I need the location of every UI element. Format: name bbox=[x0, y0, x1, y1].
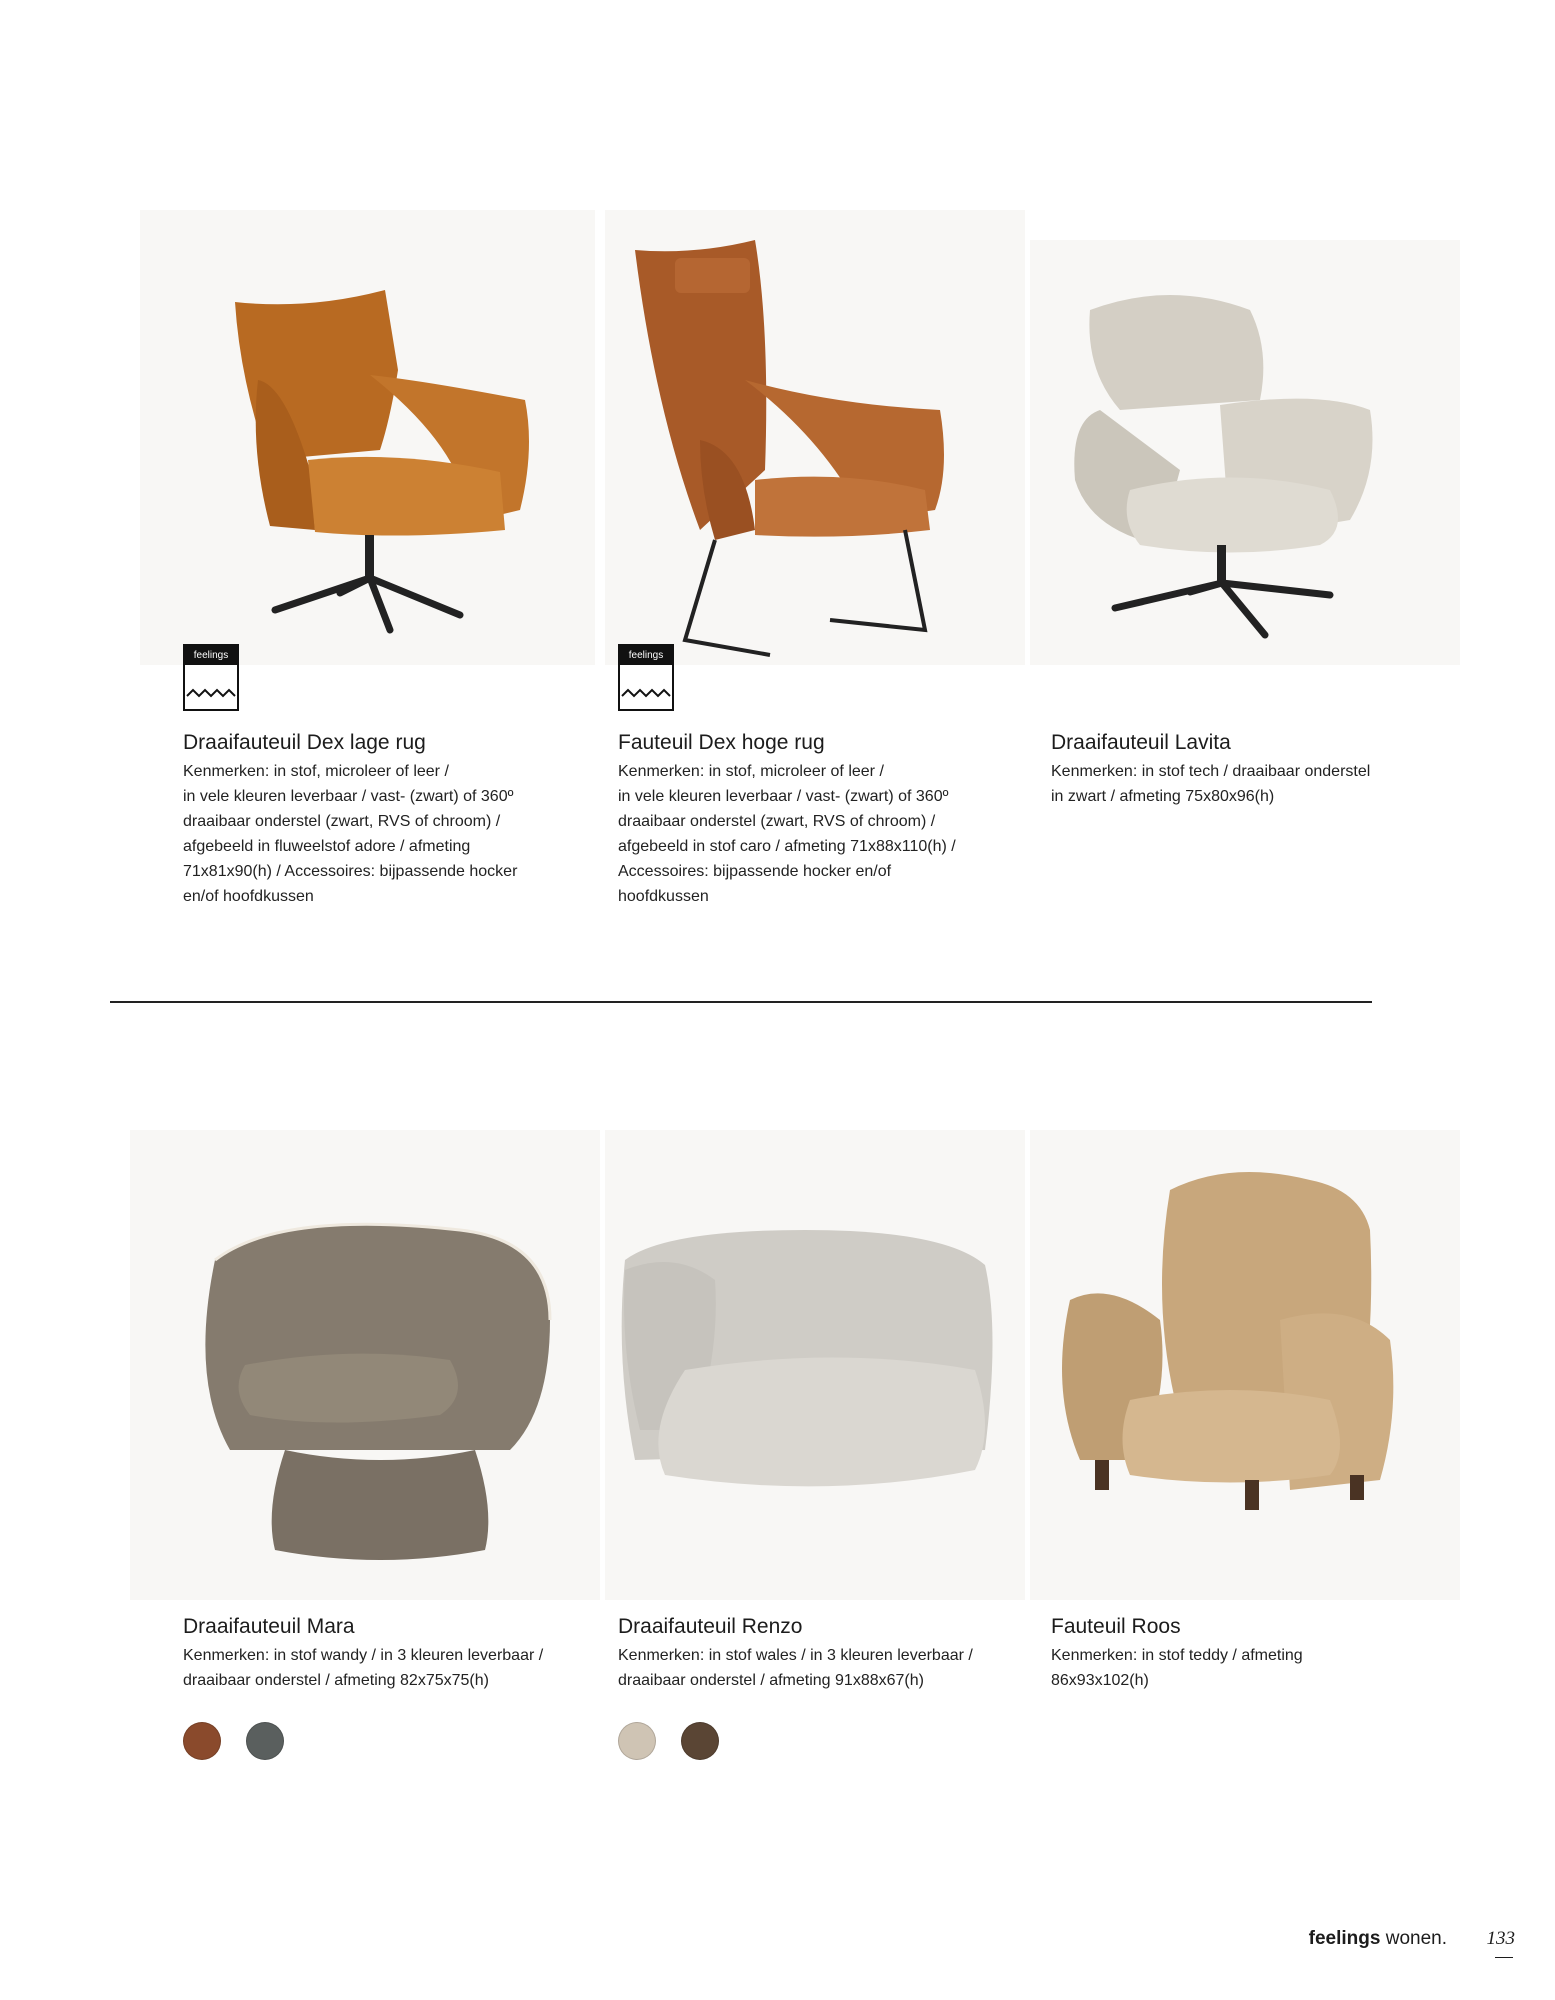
footer-brand bbox=[1309, 1928, 1447, 1950]
product-photo bbox=[140, 210, 595, 665]
brand-rest: wonen. bbox=[1380, 1928, 1447, 1949]
desc-line: Kenmerken: in stof teddy / afmeting bbox=[1051, 1647, 1303, 1664]
desc-line: hoofdkussen bbox=[618, 888, 709, 905]
section-divider bbox=[110, 1001, 1372, 1003]
product-photo bbox=[130, 1130, 600, 1600]
color-swatch[interactable] bbox=[246, 1722, 284, 1760]
desc-line: afgebeeld in stof caro / afmeting 71x88x110(h) / bbox=[618, 838, 956, 855]
product-title: Draaifauteuil Renzo bbox=[618, 1615, 803, 1638]
desc-line: 71x81x90(h) / Accessoires: bijpassende hocker bbox=[183, 863, 518, 880]
product-description bbox=[618, 759, 1018, 909]
desc-line: draaibaar onderstel / afmeting 82x75x75(h) bbox=[183, 1672, 489, 1689]
desc-line: Kenmerken: in stof wandy / in 3 kleuren leverbaar / bbox=[183, 1647, 544, 1664]
desc-line: in vele kleuren leverbaar / vast- (zwart) of 360º bbox=[618, 788, 949, 805]
page-number: 133 bbox=[1486, 1928, 1515, 1949]
feelings-logo bbox=[183, 644, 239, 712]
feelings-logo bbox=[618, 644, 674, 712]
desc-line: Kenmerken: in stof tech / draaibaar onderstel bbox=[1051, 763, 1371, 780]
product-description bbox=[183, 1643, 583, 1693]
desc-line: draaibaar onderstel / afmeting 91x88x67(h) bbox=[618, 1672, 924, 1689]
desc-line: in zwart / afmeting 75x80x96(h) bbox=[1051, 788, 1275, 805]
page-number-rule bbox=[1495, 1957, 1513, 1958]
color-swatch[interactable] bbox=[618, 1722, 656, 1760]
desc-line: draaibaar onderstel (zwart, RVS of chroom) / bbox=[183, 813, 501, 830]
product-photo bbox=[605, 1130, 1025, 1600]
product-description bbox=[1051, 1643, 1451, 1693]
product-description bbox=[183, 759, 583, 909]
product-title: Draaifauteuil Dex lage rug bbox=[183, 731, 426, 754]
brand-bold: feelings bbox=[1308, 1928, 1381, 1949]
product-title: Draaifauteuil Lavita bbox=[1051, 731, 1231, 754]
product-title: Fauteuil Dex hoge rug bbox=[618, 731, 825, 754]
product-photo bbox=[1030, 1130, 1460, 1600]
desc-line: en/of hoofdkussen bbox=[183, 888, 314, 905]
desc-line: draaibaar onderstel (zwart, RVS of chroom) / bbox=[618, 813, 936, 830]
product-title: Fauteuil Roos bbox=[1051, 1615, 1181, 1638]
desc-line: Kenmerken: in stof wales / in 3 kleuren leverbaar / bbox=[618, 1647, 973, 1664]
product-description bbox=[618, 1643, 1018, 1693]
color-swatch[interactable] bbox=[681, 1722, 719, 1760]
desc-line: Kenmerken: in stof, microleer of leer / bbox=[618, 763, 884, 780]
desc-line: afgebeeld in fluweelstof adore / afmeting bbox=[183, 838, 471, 855]
desc-line: 86x93x102(h) bbox=[1051, 1672, 1149, 1689]
color-swatch[interactable] bbox=[183, 1722, 221, 1760]
product-photo bbox=[1030, 240, 1460, 665]
desc-line: Accessoires: bijpassende hocker en/of bbox=[618, 863, 892, 880]
logo-text: feelings bbox=[628, 650, 664, 661]
logo-text: feelings bbox=[193, 650, 229, 661]
product-title: Draaifauteuil Mara bbox=[183, 1615, 355, 1638]
desc-line: Kenmerken: in stof, microleer of leer / bbox=[183, 763, 449, 780]
product-photo bbox=[605, 210, 1025, 665]
product-description bbox=[1051, 759, 1451, 809]
desc-line: in vele kleuren leverbaar / vast- (zwart) of 360º bbox=[183, 788, 514, 805]
